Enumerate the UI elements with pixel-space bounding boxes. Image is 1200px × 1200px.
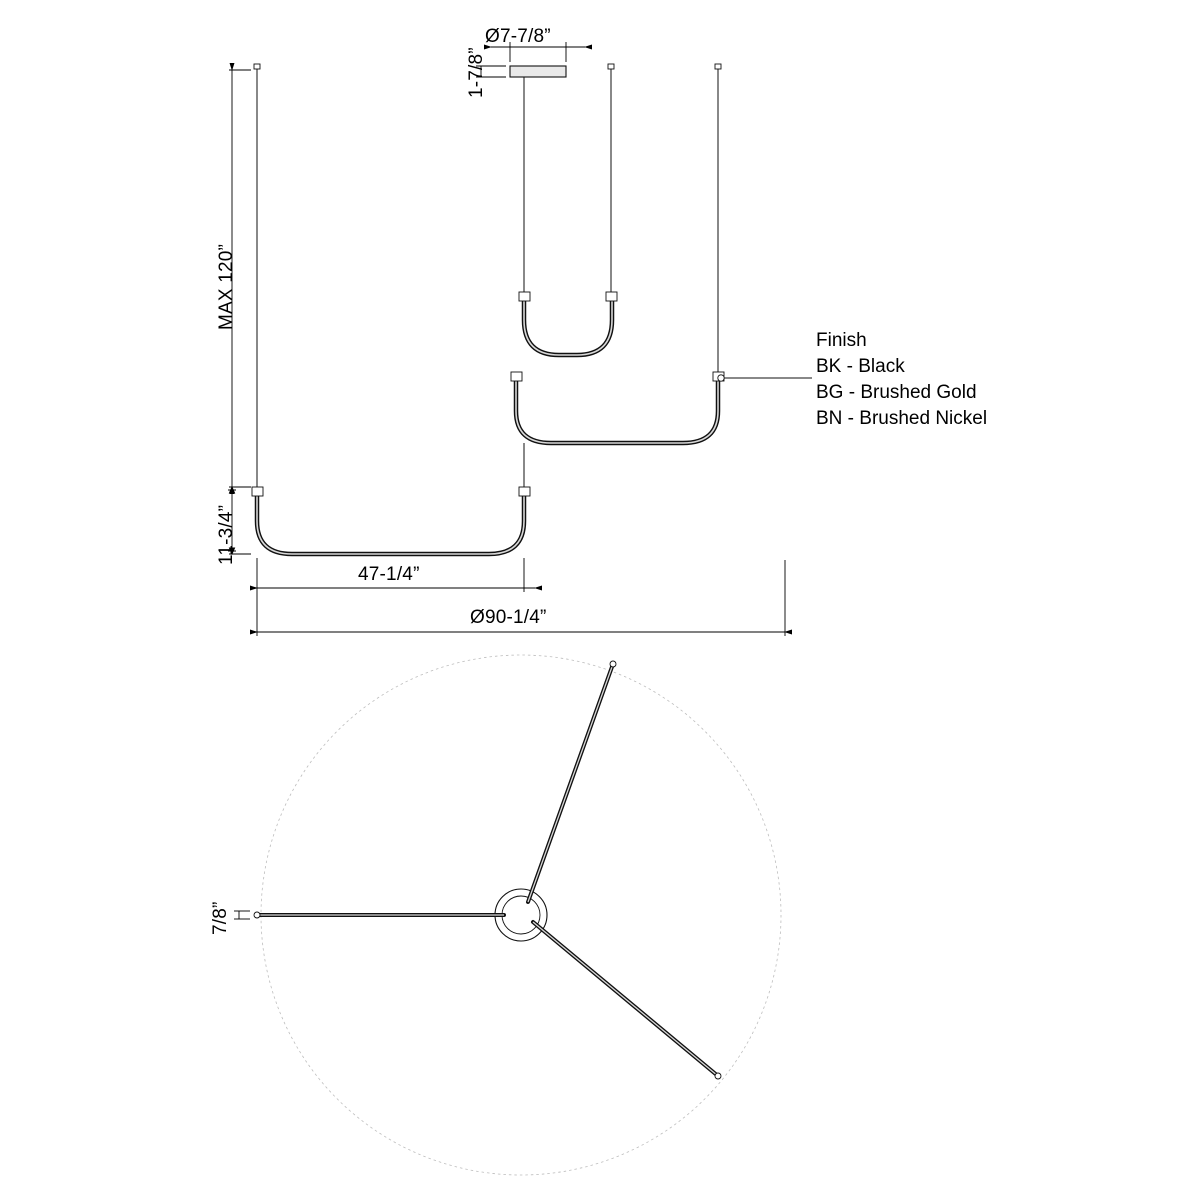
finish-option-brushed-gold: BG - Brushed Gold	[816, 382, 977, 403]
suspension-cable-left	[254, 64, 260, 490]
plan-arm-upper-right	[528, 661, 616, 902]
suspension-cable-right	[715, 64, 721, 376]
light-arm-lower	[252, 487, 530, 554]
dim-label-rod-thickness: 7/8”	[210, 901, 231, 935]
finish-option-black: BK - Black	[816, 356, 905, 377]
finish-leader-line	[718, 375, 812, 381]
dimension-lines-elevation	[228, 42, 785, 636]
light-arm-middle	[511, 372, 724, 443]
finish-title: Finish	[816, 330, 867, 351]
plan-arm-left	[254, 912, 504, 918]
suspension-cable-mid-right	[608, 64, 614, 296]
plan-view	[234, 655, 781, 1175]
light-arm-upper	[519, 292, 617, 355]
canopy	[510, 66, 566, 77]
plan-arm-lower-right	[533, 922, 721, 1079]
dimension-rod-thickness	[234, 911, 250, 919]
dim-label-max-drop: MAX 120”	[216, 243, 237, 330]
dim-label-arm-width: 47-1/4”	[358, 564, 420, 585]
dim-label-canopy-diameter: Ø7-7/8”	[485, 26, 551, 47]
elevation-view	[252, 64, 812, 554]
finish-callout	[816, 328, 987, 432]
dim-label-overall-diameter: Ø90-1/4”	[470, 607, 547, 628]
finish-option-brushed-nickel: BN - Brushed Nickel	[816, 408, 988, 429]
dim-label-canopy-height: 1-7/8”	[466, 47, 487, 98]
dim-label-fixture-height: 11-3/4”	[216, 504, 237, 565]
